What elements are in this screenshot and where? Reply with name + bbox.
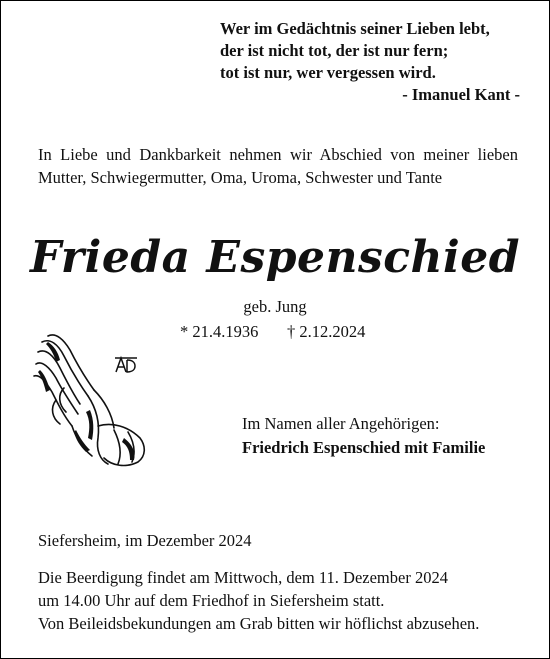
quote-block (220, 18, 520, 106)
funeral-line: um 14.00 Uhr auf dem Friedhof in Siefersheim statt. (38, 591, 385, 610)
quote-line: tot ist nur, wer vergessen wird. (220, 63, 436, 82)
place-date: Siefersheim, im Dezember 2024 (38, 531, 252, 550)
quote-author: - Imanuel Kant - (402, 85, 520, 104)
quote-line: der ist nicht tot, der ist nur fern; (220, 41, 449, 60)
intro-text: In Liebe und Dankbarkeit nehmen wir Abschied von meiner lieben Mutter, Schwiegermutter, Oma, Uroma, Schwester und Tante (38, 145, 518, 187)
family-signature: Friedrich Espenschied mit Familie (242, 438, 486, 457)
funeral-info (38, 566, 528, 635)
deceased-name: Frieda Espenschied (29, 232, 521, 283)
birth-date: * 21.4.1936 (180, 322, 259, 341)
family-block (242, 412, 532, 460)
family-intro: Im Namen aller Angehörigen: (242, 414, 440, 433)
maiden-name: geb. Jung (243, 297, 307, 316)
funeral-line: Die Beerdigung findet am Mittwoch, dem 11. Dezember 2024 (38, 568, 448, 587)
quote-line: Wer im Gedächtnis seiner Lieben lebt, (220, 19, 490, 38)
praying-hands-icon (28, 330, 158, 468)
durer-monogram-icon (114, 355, 138, 373)
funeral-line: Von Beileidsbekundungen am Grab bitten wir höflichst abzusehen. (38, 614, 480, 633)
death-date: † 2.12.2024 (287, 322, 366, 341)
